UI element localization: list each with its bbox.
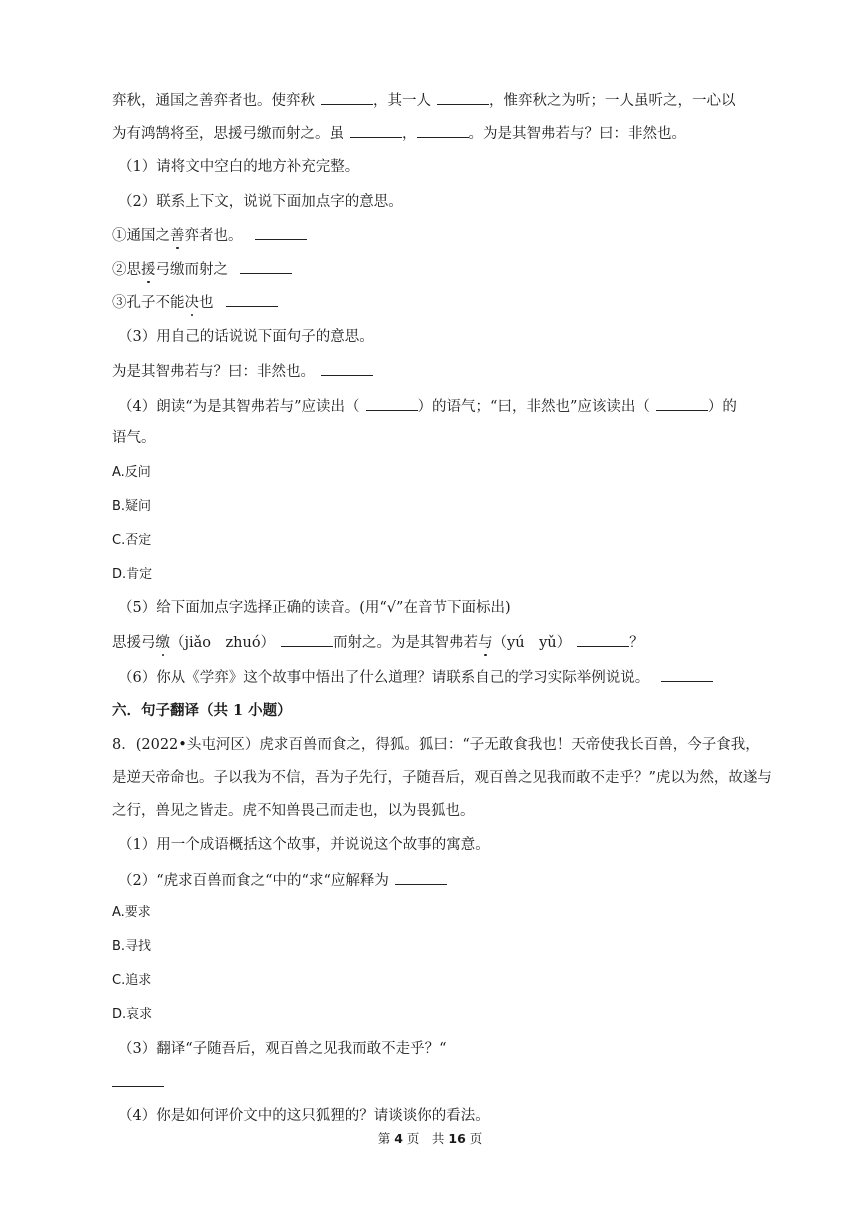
question-2-item-1: [112, 225, 307, 246]
page-footer: [0, 1129, 860, 1147]
item-text: ①通国之: [112, 228, 170, 244]
option-a: A.反问: [112, 465, 151, 480]
option-b: B.疑问: [112, 499, 152, 514]
dotted-char: 与: [478, 635, 493, 651]
dotted-char: 决: [184, 295, 199, 311]
pinyin-options: （jiǎo zhuó）: [170, 635, 276, 651]
answer-blank: [240, 259, 292, 274]
answer-blank: [112, 1072, 164, 1087]
option-d: D.肯定: [112, 567, 153, 582]
option-a: A.要求: [112, 905, 151, 920]
answer-blank: [350, 123, 402, 138]
answer-blank: [437, 90, 489, 105]
passage-text: ，: [402, 126, 417, 142]
page-total: 16: [448, 1131, 466, 1146]
question-3-sentence: [112, 361, 373, 382]
question-4-cont: 语气。: [112, 430, 156, 446]
option-d: D.哀求: [112, 1007, 153, 1022]
answer-blank: [366, 396, 418, 411]
question-5: （5）给下面加点字选择正确的读音。(用“√”在音节下面标出): [118, 600, 511, 616]
question-5-line: [112, 632, 644, 653]
answer-blank: [417, 123, 469, 138]
passage2-line-3: 之行，兽见之皆走。虎不知兽畏己而走也，以为畏狐也。: [112, 803, 475, 819]
item-text: 弈者也。: [184, 228, 243, 244]
passage-line-1: [112, 90, 736, 111]
question-6: [118, 667, 713, 688]
p8-question-3: （3）翻译“子随吾后，观百兽之见我而敢不走乎？“: [118, 1041, 447, 1057]
p8-question-2: [118, 870, 447, 891]
question-2-item-3: [112, 292, 278, 313]
item-text: 也: [199, 295, 214, 311]
passage-text: 。为是其智弗若与？曰：非然也。: [468, 126, 686, 142]
option-c: C.追求: [112, 973, 152, 988]
sentence-text: 为是其智弗若与？曰：非然也。: [112, 364, 315, 380]
item-text: 弓缴而射之: [155, 262, 228, 278]
question-2: （2）联系上下文，说说下面加点字的意思。: [118, 194, 403, 210]
question-text: ？: [629, 635, 644, 651]
passage2-line-1: 8．(2022•头屯河区）虎求百兽而食之，得狐。狐曰：“子无敢食我也！天帝使我长百兽，今子食我，: [112, 737, 760, 753]
passage-text: ，其一人: [373, 93, 431, 109]
pinyin-options: （yú yǔ）: [492, 635, 572, 651]
answer-blank: [395, 870, 447, 885]
question-3: （3）用自己的话说说下面句子的意思。: [118, 329, 374, 345]
question-2-item-2: [112, 259, 292, 280]
question-text: （4）朗读“为是其智弗若与”应读出（: [118, 399, 360, 415]
answer-blank: [577, 632, 629, 647]
section-heading: 六．句子翻译（共 1 小题）: [112, 702, 292, 719]
answer-blank: [656, 396, 708, 411]
option-c: C.否定: [112, 533, 152, 548]
question-text: ）的语气；“曰，非然也”应该读出（: [417, 399, 650, 415]
dotted-char: 善: [170, 228, 185, 244]
footer-text: 页 共: [406, 1131, 445, 1146]
passage2-line-2: 是逆天帝命也。子以我为不信，吾为子先行，子随吾后，观百兽之见我而敢不走乎？”虎以为然，故遂与: [112, 770, 772, 786]
passage-line-2: [112, 123, 686, 144]
footer-text: 页: [469, 1131, 483, 1146]
answer-blank: [321, 90, 373, 105]
answer-blank: [321, 361, 373, 376]
question-text: 而射之。为是其智弗若: [333, 635, 479, 651]
answer-blank: [661, 667, 713, 682]
answer-blank: [281, 632, 333, 647]
item-text: ③孔子不能: [112, 295, 185, 311]
passage-text: 弈秋，通国之善弈者也。使弈秋: [112, 93, 315, 109]
dotted-char: 援: [141, 262, 156, 278]
question-text: （6）你从《学弈》这个故事中悟出了什么道理？请联系自己的学习实际举例说说。: [118, 670, 650, 686]
p8-question-4: （4）你是如何评价文中的这只狐狸的？请谈谈你的看法。: [118, 1108, 490, 1124]
page-number: 4: [394, 1131, 403, 1146]
footer-text: 第: [377, 1131, 391, 1146]
question-text: 思援弓: [112, 635, 156, 651]
question-4: [118, 396, 737, 417]
answer-blank: [255, 225, 307, 240]
passage-text: ，惟弈秋之为听；一人虽听之，一心以: [489, 93, 736, 109]
passage-text: 为有鸿鹄将至，思援弓缴而射之。虽: [112, 126, 344, 142]
item-text: ②思: [112, 262, 141, 278]
p8-question-1: （1）用一个成语概括这个故事，并说说这个故事的寓意。: [118, 837, 490, 853]
question-text: （2）“虎求百兽而食之“中的“求“应解释为: [118, 873, 389, 889]
dotted-char: 缴: [155, 635, 170, 651]
p8-question-3-blank-line: [112, 1072, 164, 1093]
question-1: （1）请将文中空白的地方补充完整。: [118, 159, 360, 175]
answer-blank: [226, 292, 278, 307]
option-b: B.寻找: [112, 939, 152, 954]
question-text: ）的: [707, 399, 737, 415]
